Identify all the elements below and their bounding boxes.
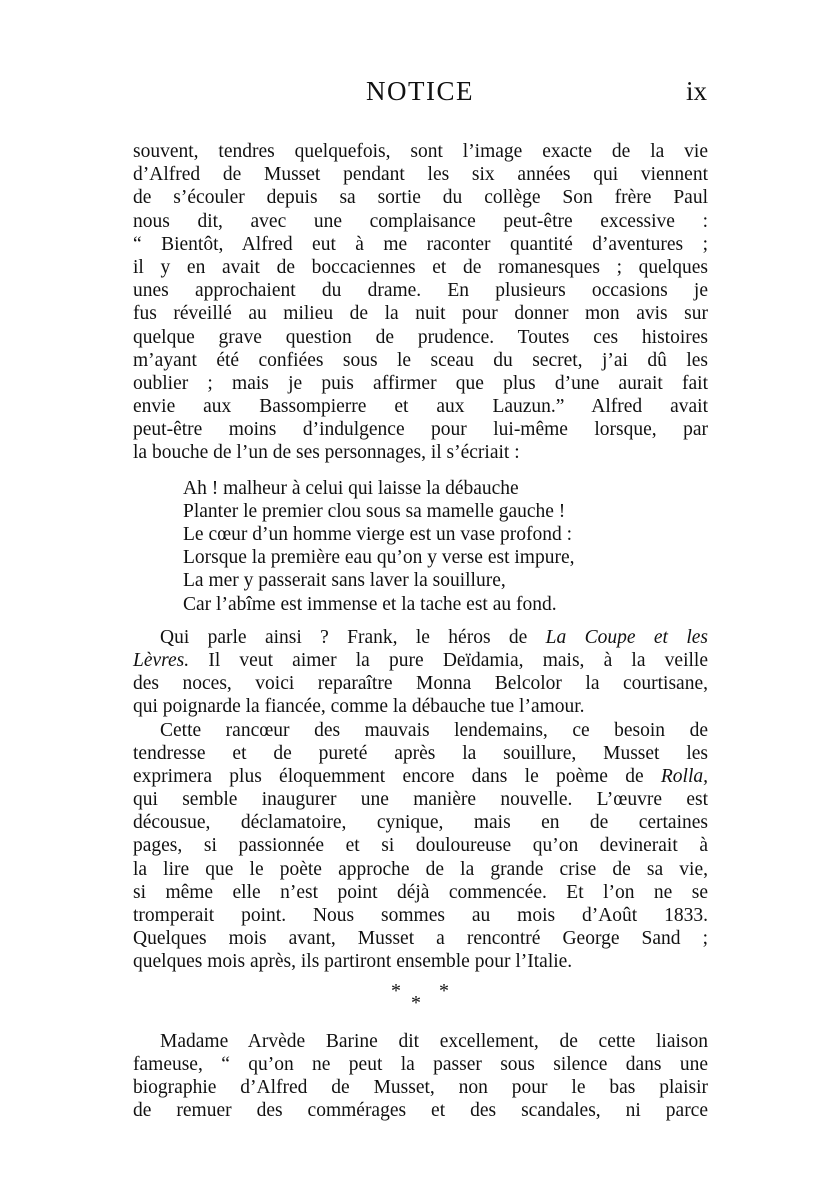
verse-line: Le cœur d’un homme vierge est un vase profond : <box>183 524 572 545</box>
text-span: exprimera plus éloquemment encore dans le poème de <box>133 765 661 787</box>
verse-line: Car l’abîme est immense et la tache est au fond. <box>183 593 557 615</box>
text-line: Madame Arvède Barine dit excellement, de cette liaison <box>160 1030 708 1052</box>
text-line: la lire que le poète approche de la grande crise de sa vie, <box>133 858 708 880</box>
text-line: d’Alfred de Musset pendant les six années qui viennent <box>133 164 708 186</box>
verse-line: Lorsque la première eau qu’on y verse est impure, <box>183 547 575 569</box>
work-title: Lèvres. <box>133 649 190 671</box>
text-line: quelque grave question de prudence. Toutes ces histoires <box>133 326 708 348</box>
text-line: qui semble inaugurer une manière nouvelle. L’œuvre est <box>133 789 708 811</box>
text-line: la bouche de l’un de ses personnages, il s’écriait : <box>133 442 520 464</box>
text-line: oublier ; mais je puis affirmer que plus d’une aurait fait <box>133 372 708 394</box>
text-line: tromperait point. Nous sommes au mois d’Août 1833. <box>133 905 708 926</box>
asterisk: * <box>439 979 449 1002</box>
text-line: de remuer des commérages et des scandales, ni parce <box>133 1100 708 1122</box>
text-line: de s’écouler depuis sa sortie du collège Son frère Paul <box>133 187 708 209</box>
verse-line: Planter le premier clou sous sa mamelle gauche ! <box>183 500 566 522</box>
text-line: unes approchaient du drame. En plusieurs occasions je <box>133 280 708 302</box>
text-line: si même elle n’est point déjà commencée. Et l’on ne se <box>133 881 708 903</box>
paragraph-1 <box>133 140 708 465</box>
page-title: NOTICE <box>366 76 474 106</box>
text-line: souvent, tendres quelquefois, sont l’image exacte de la vie <box>133 141 708 162</box>
text-line: envie aux Bassompierre et aux Lauzun.” Alfred avait <box>133 396 708 418</box>
text-line: biographie d’Alfred de Musset, non pour le bas plaisir <box>133 1076 708 1098</box>
verse-line: La mer y passerait sans laver la souillure, <box>183 570 506 592</box>
asterisk: * <box>411 991 421 1014</box>
work-title: La Coupe et les <box>545 626 708 648</box>
text-line: quelques mois après, ils partiront ensemble pour l’Italie. <box>133 951 573 973</box>
text-line: m’ayant été confiées sous le sceau du secret, j’ai dû les <box>133 349 708 371</box>
text-line <box>133 626 708 649</box>
paragraph-2 <box>133 626 708 719</box>
text-line: tendresse et de pureté après la souillure, Musset les <box>133 742 708 764</box>
paragraph-3 <box>133 719 708 974</box>
text-line: nous dit, avec une complaisance peut-être excessive : <box>133 210 708 232</box>
work-title: Rolla, <box>660 765 708 787</box>
text-line: qui poignarde la fiancée, comme la débauche tue l’amour. <box>133 696 585 718</box>
running-header <box>0 76 840 116</box>
text-line <box>133 765 708 788</box>
text-line: “ Bientôt, Alfred eut à me raconter quantité d’aventures ; <box>133 233 708 255</box>
page-number: ix <box>685 76 707 106</box>
text-span: Qui parle ainsi ? Frank, le héros de <box>160 626 546 648</box>
paragraph-4 <box>133 1030 708 1123</box>
text-line: pages, si passionnée et si douloureuse qu’on devinerait à <box>133 835 708 857</box>
section-separator <box>133 980 708 1028</box>
text-line: des noces, voici reparaître Monna Belcolor la courtisane, <box>133 673 708 695</box>
text-line: décousue, déclamatoire, cynique, mais en de certaines <box>133 812 708 834</box>
text-line: il y en avait de boccaciennes et de romanesques ; quelques <box>133 256 708 278</box>
verse-quote <box>183 477 708 616</box>
text-line: fus réveillé au milieu de la nuit pour donner mon avis sur <box>133 303 708 325</box>
asterisk: * <box>391 979 401 1002</box>
text-line <box>133 649 708 672</box>
text-line: Cette rancœur des mauvais lendemains, ce besoin de <box>160 719 708 741</box>
text-line: Quelques mois avant, Musset a rencontré George Sand ; <box>133 928 708 950</box>
text-line: fameuse, “ qu’on ne peut la passer sous silence dans une <box>133 1053 708 1075</box>
text-line: peut-être moins d’indulgence pour lui-même lorsque, par <box>133 419 708 441</box>
body-text <box>133 140 708 1122</box>
verse-line: Ah ! malheur à celui qui laisse la débauche <box>183 477 519 499</box>
text-span: Il veut aimer la pure Deïdamia, mais, à la veille <box>189 649 708 671</box>
